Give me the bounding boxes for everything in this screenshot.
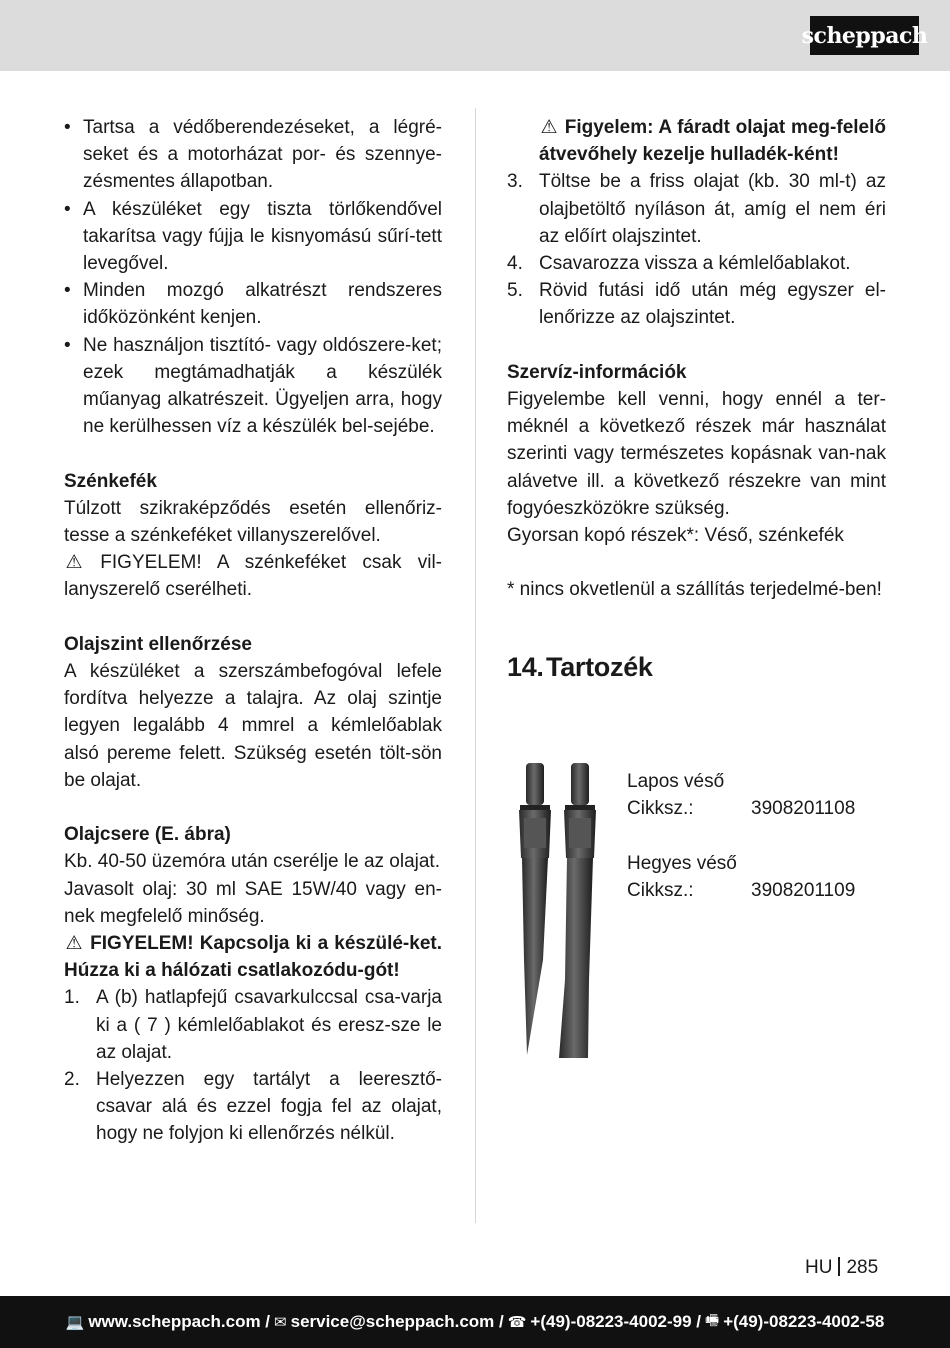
oil-recommendation: Javasolt olaj: 30 ml SAE 15W/40 vagy en-nek megfelelő minőség. (64, 878, 442, 927)
chisels-illustration (507, 760, 617, 1065)
pointed-chisel-icon (519, 763, 551, 1055)
flat-chisel-icon (559, 763, 596, 1058)
bullet-item: • Tartsa a védőberendezéseket, a légré-seket és a motorházat por- és szennye-zésmentes állapotban. (64, 117, 442, 193)
envelope-icon: ✉ (274, 1314, 287, 1331)
computer-icon: 💻 (65, 1314, 85, 1331)
telephone-icon: ☎ (507, 1314, 527, 1331)
bullet-item: • A készüléket egy tiszta törlőkendővel takarítsa vagy fújja le kisnyomású sűrí-tett levegővel. (64, 198, 442, 275)
service-info-heading: Szervíz-információk (507, 361, 687, 383)
header-bar (0, 0, 950, 71)
left-column (64, 114, 442, 1148)
delivery-note: * nincs okvetlenül a szállítás terjedelmé-ben! (507, 579, 882, 601)
oil-change-steps (64, 984, 442, 1147)
oil-change-heading: Olajcsere (E. ábra) (64, 824, 231, 846)
step-item: 3. Töltse be a friss olajat (kb. 30 ml-t) az olajbetöltő nyíláson át, amíg el nem éri az előírt olajszintet. (507, 171, 886, 247)
accessory-list (627, 768, 886, 904)
accessories-block (507, 760, 886, 1070)
accessory-code-row: Cikksz.: 3908201108 (627, 798, 856, 820)
bullet-item: • Minden mozgó alkatrészt rendszeres időközönként kenjen. (64, 280, 442, 329)
accessory-name: Hegyes véső (627, 852, 737, 874)
footer-email-link[interactable]: service@scheppach.com / (290, 1312, 504, 1331)
warning-triangle-icon: ⚠ (65, 552, 83, 574)
oil-level-heading: Olajszint ellenőrzése (64, 633, 252, 655)
warning-triangle-icon: ⚠ (65, 933, 83, 955)
accessory-name: Lapos véső (627, 771, 725, 792)
oil-change-text: Kb. 40-50 üzemóra után cserélje le az olajat. (64, 851, 440, 873)
accessories-title: 14.Tartozék (507, 651, 653, 682)
wear-parts: Gyorsan kopó részek*: Véső, szénkefék (507, 525, 844, 547)
fax-icon: 🖷 (705, 1311, 720, 1329)
footer-bar (0, 1296, 950, 1348)
right-column (507, 114, 886, 682)
scheppach-logo: scheppach (810, 16, 919, 55)
footer-phone: +(49)-08223-4002-99 / (530, 1312, 702, 1331)
carbon-brushes-warning: ⚠ FIGYELEM! A szénkeféket csak vil-lanyszerelő cserélheti. (64, 549, 442, 603)
service-info-text: Figyelembe kell venni, hogy ennél a ter-méknél a következő részek már használat szerinti vagy természetes kopásnak van-nak alávetve ill. a következő részekre van mint fogyóeszközökre szükség. (507, 389, 886, 519)
oil-level-text: A készüléket a szerszámbefogóval lefele fordítva helyezze a talajra. Az olaj szintje legyen legalább 4 mmrel a kémlelőablak alsó pereme felett. Szükség esetén tölt-sön be olajat. (64, 661, 442, 791)
footer-fax: +(49)-08223-4002-58 (723, 1312, 885, 1331)
oil-change-warning: ⚠ FIGYELEM! Kapcsolja ki a készülé-ket. Húzza ki a hálózati csatlakozódu-gót! (64, 930, 442, 984)
page-number: HU 285 (805, 1257, 879, 1278)
step-item: 4. Csavarozza vissza a kémlelőablakot. (507, 253, 851, 275)
footer-web-link[interactable]: www.scheppach.com / (88, 1312, 271, 1331)
step-item: 2. Helyezzen egy tartályt a leeresztő-csavar alá és ezzel fogja fel az olajat, hogy ne folyjon ki ellenőrzés nélkül. (64, 1069, 442, 1145)
step-item: 1. A (b) hatlapfejű csavarkulccsal csa-varja ki a ( 7 ) kémlelőablakot és eresz-sze le az olajat. (64, 987, 442, 1063)
oil-fill-steps (507, 168, 886, 331)
carbon-brushes-text: Túlzott szikraképződés esetén ellenőriz-tesse a szénkeféket villanyszerelővel. (64, 497, 442, 547)
accessory-code-row: Cikksz.: 3908201109 (627, 879, 856, 901)
carbon-brushes-heading: Szénkefék (64, 470, 157, 492)
bullet-item: • Ne használjon tisztító- vagy oldószere-ket; ezek megtámadhatják a készülék műanyag alkatrészeit. Ügyeljen arra, hogy ne kerülhessen víz a készülék bel-sejébe. (64, 334, 442, 438)
warning-triangle-icon: ⚠ (540, 117, 558, 138)
step-item: 5. Rövid futási idő után még egyszer el-lenőrizze az olajszintet. (507, 280, 886, 329)
column-divider (475, 108, 476, 1223)
waste-oil-warning: ⚠ Figyelem: A fáradt olajat meg-felelő átvevőhely kezelje hulladék-ként! (507, 114, 886, 168)
maintenance-bullets (64, 114, 442, 440)
